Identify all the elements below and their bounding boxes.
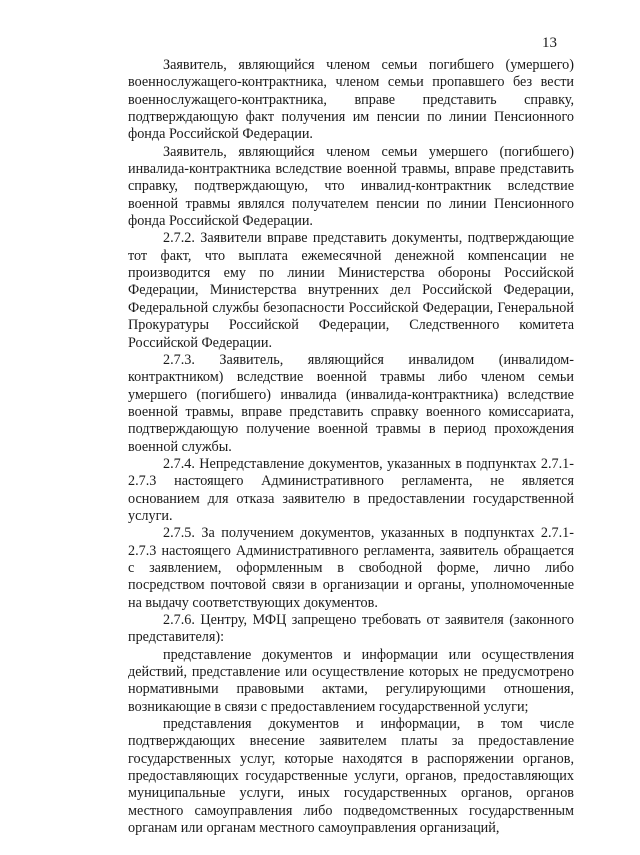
paragraph-prohibited-requirement-2: представления документов и информации, в том числе подтверждающих внесение заявителем платы за предоставление государственных услуг, которые находятся в распоряжении органов, предоставляющих государственные услуги, органов, предоставляющих муниципальные услуги, иных государственных органов, органов местного самоуправления либо подведомственных государственным органам или органам местного самоуправления организаций,: [128, 716, 574, 837]
page-number: 13: [542, 35, 557, 51]
document-body: [128, 57, 574, 837]
paragraph-2-7-5: 2.7.5. За получением документов, указанных в подпунктах 2.7.1-2.7.3 настоящего Административного регламента, заявитель обращается с заявлением, оформленным в свободной форме, лично либо посредством почтовой связи в организации и органы, уполномоченные на выдачу соответствующих документов.: [128, 525, 574, 611]
paragraph-family-member-invalid: Заявитель, являющийся членом семьи умершего (погибшего) инвалида-контрактника вследствие военной травмы, вправе представить справку, подтверждающую, что инвалид-контрактник вследствие военной травмы являлся получателем пенсии по линии Пенсионного фонда Российской Федерации.: [128, 143, 574, 230]
paragraph-2-7-2: 2.7.2. Заявители вправе представить документы, подтверждающие тот факт, что выплата ежемесячной денежной компенсации не производится ему по линии Министерства обороны Российской Федерации, Министерства внутренних дел Российской Федерации, Федеральной службы безопасности Российской Федерации, Генеральной Прокуратуры Российской Федерации, Следственного комитета Российской Федерации.: [128, 230, 574, 351]
paragraph-2-7-6: 2.7.6. Центру, МФЦ запрещено требовать от заявителя (законного представителя):: [128, 612, 574, 646]
paragraph-2-7-3: 2.7.3. Заявитель, являющийся инвалидом (инвалидом-контрактником) вследствие военной травмы либо членом семьи умершего (погибшего) инвалида (инвалида-контрактника) вследствие военной травмы, вправе представить справку военного комиссариата, подтверждающую получение военной травмы в период прохождения военной службы.: [128, 351, 574, 455]
paragraph-2-7-4: 2.7.4. Непредставление документов, указанных в подпунктах 2.7.1-2.7.3 настоящего Административного регламента, не является основанием для отказа заявителю в предоставлении государственной услуги.: [128, 455, 574, 524]
paragraph-family-member-pension: Заявитель, являющийся членом семьи погибшего (умершего) военнослужащего-контрактника, членом семьи пропавшего без вести военнослужащего-контрактника, вправе представить справку, подтверждающую факт получения им пенсии по линии Пенсионного фонда Российской Федерации.: [128, 57, 574, 143]
paragraph-prohibited-requirement-1: представление документов и информации или осуществления действий, представление или осуществление которых не предусмотрено нормативными правовыми актами, регулирующими отношения, возникающие в связи с предоставлением государственной услуги;: [128, 646, 574, 715]
